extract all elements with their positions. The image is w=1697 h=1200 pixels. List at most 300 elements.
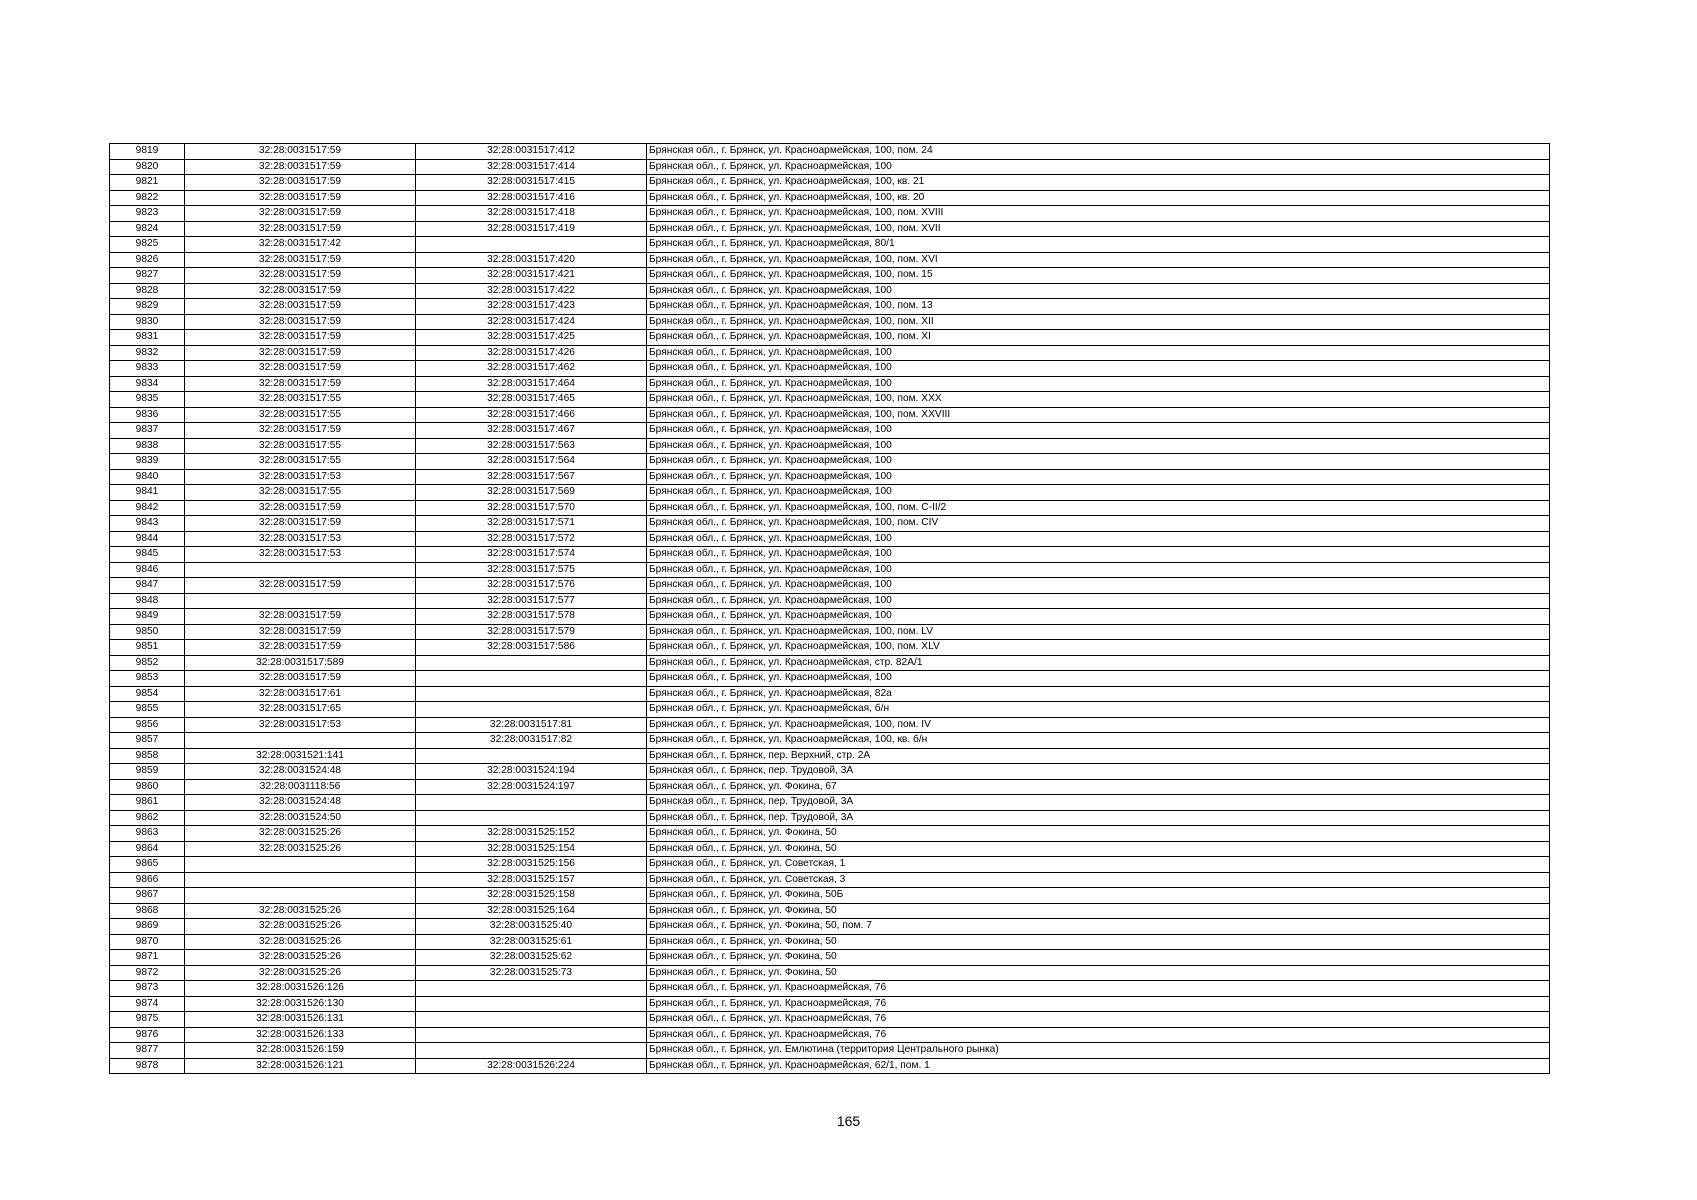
- land-plot-number-cell: 32:28:0031517:55: [185, 392, 416, 408]
- land-plot-number-cell: 32:28:0031118:56: [185, 779, 416, 795]
- row-number-cell: 9819: [110, 144, 185, 160]
- object-number-cell: 32:28:0031517:425: [416, 330, 647, 346]
- row-number-cell: 9861: [110, 795, 185, 811]
- table-row: [110, 454, 1550, 470]
- address-cell: Брянская обл., г. Брянск, ул. Красноармейская, 100, пом. XII: [647, 314, 1550, 330]
- land-plot-number-cell: 32:28:0031517:55: [185, 485, 416, 501]
- address-cell: Брянская обл., г. Брянск, ул. Красноармейская, 100, пом. XXVIII: [647, 407, 1550, 423]
- table-row: [110, 795, 1550, 811]
- object-number-cell: 32:28:0031525:156: [416, 857, 647, 873]
- object-number-cell: [416, 655, 647, 671]
- row-number-cell: 9836: [110, 407, 185, 423]
- table-row: [110, 640, 1550, 656]
- object-number-cell: 32:28:0031517:418: [416, 206, 647, 222]
- object-number-cell: 32:28:0031524:194: [416, 764, 647, 780]
- object-number-cell: 32:28:0031517:416: [416, 190, 647, 206]
- row-number-cell: 9843: [110, 516, 185, 532]
- object-number-cell: 32:28:0031517:412: [416, 144, 647, 160]
- address-cell: Брянская обл., г. Брянск, ул. Красноармейская, 100, пом. LV: [647, 624, 1550, 640]
- object-number-cell: 32:28:0031525:73: [416, 965, 647, 981]
- object-number-cell: 32:28:0031517:82: [416, 733, 647, 749]
- cadastral-table: [109, 143, 1550, 1074]
- row-number-cell: 9828: [110, 283, 185, 299]
- row-number-cell: 9862: [110, 810, 185, 826]
- land-plot-number-cell: 32:28:0031517:59: [185, 268, 416, 284]
- table-row: [110, 717, 1550, 733]
- page-number: 165: [836, 1113, 861, 1129]
- row-number-cell: 9846: [110, 562, 185, 578]
- row-number-cell: 9834: [110, 376, 185, 392]
- land-plot-number-cell: 32:28:0031517:59: [185, 345, 416, 361]
- table-row: [110, 764, 1550, 780]
- table-row: [110, 996, 1550, 1012]
- table-row: [110, 500, 1550, 516]
- land-plot-number-cell: 32:28:0031526:133: [185, 1027, 416, 1043]
- land-plot-number-cell: 32:28:0031517:65: [185, 702, 416, 718]
- row-number-cell: 9870: [110, 934, 185, 950]
- object-number-cell: [416, 810, 647, 826]
- row-number-cell: 9842: [110, 500, 185, 516]
- land-plot-number-cell: 32:28:0031525:26: [185, 965, 416, 981]
- table-row: [110, 516, 1550, 532]
- row-number-cell: 9867: [110, 888, 185, 904]
- object-number-cell: 32:28:0031517:419: [416, 221, 647, 237]
- row-number-cell: 9847: [110, 578, 185, 594]
- table-row: [110, 283, 1550, 299]
- table-row: [110, 392, 1550, 408]
- address-cell: Брянская обл., г. Брянск, ул. Красноармейская, 100, пом. IV: [647, 717, 1550, 733]
- address-cell: Брянская обл., г. Брянск, ул. Красноармейская, 76: [647, 1027, 1550, 1043]
- land-plot-number-cell: 32:28:0031517:59: [185, 159, 416, 175]
- address-cell: Брянская обл., г. Брянск, ул. Красноармейская, 100, пом. XVIII: [647, 206, 1550, 222]
- address-cell: Брянская обл., г. Брянск, ул. Красноармейская, 76: [647, 981, 1550, 997]
- address-cell: Брянская обл., г. Брянск, ул. Емлютина (территория Центрального рынка): [647, 1043, 1550, 1059]
- address-cell: Брянская обл., г. Брянск, ул. Фокина, 50Б: [647, 888, 1550, 904]
- row-number-cell: 9877: [110, 1043, 185, 1059]
- table-row: [110, 144, 1550, 160]
- address-cell: Брянская обл., г. Брянск, ул. Фокина, 50: [647, 826, 1550, 842]
- object-number-cell: 32:28:0031517:464: [416, 376, 647, 392]
- table-row: [110, 252, 1550, 268]
- table-row: [110, 268, 1550, 284]
- object-number-cell: [416, 702, 647, 718]
- object-number-cell: 32:28:0031517:579: [416, 624, 647, 640]
- row-number-cell: 9833: [110, 361, 185, 377]
- object-number-cell: 32:28:0031526:224: [416, 1058, 647, 1074]
- table-row: [110, 547, 1550, 563]
- address-cell: Брянская обл., г. Брянск, ул. Красноармейская, 100: [647, 531, 1550, 547]
- object-number-cell: 32:28:0031517:574: [416, 547, 647, 563]
- land-plot-number-cell: 32:28:0031517:59: [185, 190, 416, 206]
- object-number-cell: 32:28:0031525:152: [416, 826, 647, 842]
- row-number-cell: 9826: [110, 252, 185, 268]
- table-row: [110, 531, 1550, 547]
- row-number-cell: 9827: [110, 268, 185, 284]
- table-row: [110, 345, 1550, 361]
- row-number-cell: 9823: [110, 206, 185, 222]
- row-number-cell: 9878: [110, 1058, 185, 1074]
- address-cell: Брянская обл., г. Брянск, ул. Красноармейская, 100, кв. б/н: [647, 733, 1550, 749]
- table-row: [110, 423, 1550, 439]
- address-cell: Брянская обл., г. Брянск, ул. Красноармейская, 100, пом. XVI: [647, 252, 1550, 268]
- address-cell: Брянская обл., г. Брянск, ул. Красноармейская, 100, пом. 15: [647, 268, 1550, 284]
- land-plot-number-cell: 32:28:0031517:53: [185, 531, 416, 547]
- address-cell: Брянская обл., г. Брянск, ул. Красноармейская, 100: [647, 159, 1550, 175]
- table-row: [110, 841, 1550, 857]
- land-plot-number-cell: 32:28:0031517:59: [185, 283, 416, 299]
- address-cell: Брянская обл., г. Брянск, ул. Красноармейская, 80/1: [647, 237, 1550, 253]
- land-plot-number-cell: 32:28:0031517:59: [185, 221, 416, 237]
- object-number-cell: 32:28:0031517:577: [416, 593, 647, 609]
- address-cell: Брянская обл., г. Брянск, ул. Советская, 3: [647, 872, 1550, 888]
- object-number-cell: [416, 795, 647, 811]
- table-row: [110, 159, 1550, 175]
- table-row: [110, 1012, 1550, 1028]
- table-row: [110, 655, 1550, 671]
- address-cell: Брянская обл., г. Брянск, ул. Красноармейская, 100, пом. 13: [647, 299, 1550, 315]
- object-number-cell: 32:28:0031525:62: [416, 950, 647, 966]
- table-row: [110, 485, 1550, 501]
- address-cell: Брянская обл., г. Брянск, пер. Трудовой, 3А: [647, 764, 1550, 780]
- address-cell: Брянская обл., г. Брянск, ул. Красноармейская, 100, кв. 20: [647, 190, 1550, 206]
- object-number-cell: [416, 981, 647, 997]
- land-plot-number-cell: 32:28:0031525:26: [185, 934, 416, 950]
- object-number-cell: 32:28:0031525:154: [416, 841, 647, 857]
- object-number-cell: [416, 671, 647, 687]
- object-number-cell: 32:28:0031517:575: [416, 562, 647, 578]
- table-row: [110, 903, 1550, 919]
- row-number-cell: 9860: [110, 779, 185, 795]
- row-number-cell: 9831: [110, 330, 185, 346]
- address-cell: Брянская обл., г. Брянск, ул. Красноармейская, 100, пом. XLV: [647, 640, 1550, 656]
- row-number-cell: 9849: [110, 609, 185, 625]
- row-number-cell: 9839: [110, 454, 185, 470]
- land-plot-number-cell: 32:28:0031517:59: [185, 578, 416, 594]
- object-number-cell: 32:28:0031517:462: [416, 361, 647, 377]
- row-number-cell: 9851: [110, 640, 185, 656]
- land-plot-number-cell: 32:28:0031517:59: [185, 609, 416, 625]
- table-row: [110, 1043, 1550, 1059]
- object-number-cell: 32:28:0031517:415: [416, 175, 647, 191]
- land-plot-number-cell: 32:28:0031525:26: [185, 826, 416, 842]
- row-number-cell: 9822: [110, 190, 185, 206]
- address-cell: Брянская обл., г. Брянск, ул. Красноармейская, 100: [647, 376, 1550, 392]
- object-number-cell: 32:28:0031517:81: [416, 717, 647, 733]
- table-row: [110, 330, 1550, 346]
- land-plot-number-cell: 32:28:0031524:48: [185, 795, 416, 811]
- row-number-cell: 9863: [110, 826, 185, 842]
- row-number-cell: 9869: [110, 919, 185, 935]
- row-number-cell: 9871: [110, 950, 185, 966]
- address-cell: Брянская обл., г. Брянск, ул. Красноармейская, 100: [647, 438, 1550, 454]
- table-row: [110, 175, 1550, 191]
- land-plot-number-cell: 32:28:0031517:59: [185, 516, 416, 532]
- address-cell: Брянская обл., г. Брянск, ул. Красноармейская, 100, пом. С-II/2: [647, 500, 1550, 516]
- object-number-cell: 32:28:0031525:61: [416, 934, 647, 950]
- land-plot-number-cell: 32:28:0031526:126: [185, 981, 416, 997]
- object-number-cell: 32:28:0031517:467: [416, 423, 647, 439]
- row-number-cell: 9825: [110, 237, 185, 253]
- table-row: [110, 872, 1550, 888]
- row-number-cell: 9841: [110, 485, 185, 501]
- row-number-cell: 9820: [110, 159, 185, 175]
- object-number-cell: 32:28:0031517:424: [416, 314, 647, 330]
- row-number-cell: 9821: [110, 175, 185, 191]
- table-row: [110, 299, 1550, 315]
- land-plot-number-cell: 32:28:0031517:61: [185, 686, 416, 702]
- land-plot-number-cell: 32:28:0031526:131: [185, 1012, 416, 1028]
- row-number-cell: 9830: [110, 314, 185, 330]
- land-plot-number-cell: 32:28:0031517:55: [185, 438, 416, 454]
- row-number-cell: 9850: [110, 624, 185, 640]
- land-plot-number-cell: 32:28:0031517:53: [185, 547, 416, 563]
- table-row: [110, 686, 1550, 702]
- table-row: [110, 609, 1550, 625]
- land-plot-number-cell: 32:28:0031517:59: [185, 330, 416, 346]
- object-number-cell: 32:28:0031525:40: [416, 919, 647, 935]
- address-cell: Брянская обл., г. Брянск, ул. Красноармейская, 100: [647, 423, 1550, 439]
- table-row: [110, 934, 1550, 950]
- row-number-cell: 9864: [110, 841, 185, 857]
- land-plot-number-cell: 32:28:0031517:59: [185, 252, 416, 268]
- address-cell: Брянская обл., г. Брянск, ул. Красноармейская, 100, пом. XVII: [647, 221, 1550, 237]
- land-plot-number-cell: 32:28:0031517:59: [185, 299, 416, 315]
- address-cell: Брянская обл., г. Брянск, ул. Фокина, 50, пом. 7: [647, 919, 1550, 935]
- address-cell: Брянская обл., г. Брянск, ул. Фокина, 50: [647, 950, 1550, 966]
- address-cell: Брянская обл., г. Брянск, ул. Красноармейская, 100, пом. 24: [647, 144, 1550, 160]
- land-plot-number-cell: [185, 857, 416, 873]
- table-row: [110, 469, 1550, 485]
- land-plot-number-cell: [185, 872, 416, 888]
- object-number-cell: 32:28:0031517:421: [416, 268, 647, 284]
- land-plot-number-cell: 32:28:0031517:59: [185, 640, 416, 656]
- land-plot-number-cell: 32:28:0031526:130: [185, 996, 416, 1012]
- object-number-cell: [416, 237, 647, 253]
- land-plot-number-cell: 32:28:0031517:59: [185, 144, 416, 160]
- table-row: [110, 221, 1550, 237]
- object-number-cell: 32:28:0031517:423: [416, 299, 647, 315]
- address-cell: Брянская обл., г. Брянск, ул. Фокина, 50: [647, 965, 1550, 981]
- land-plot-number-cell: 32:28:0031524:48: [185, 764, 416, 780]
- land-plot-number-cell: 32:28:0031525:26: [185, 950, 416, 966]
- address-cell: Брянская обл., г. Брянск, ул. Красноармейская, 100: [647, 562, 1550, 578]
- object-number-cell: 32:28:0031517:578: [416, 609, 647, 625]
- table-row: [110, 562, 1550, 578]
- object-number-cell: 32:28:0031517:570: [416, 500, 647, 516]
- row-number-cell: 9859: [110, 764, 185, 780]
- row-number-cell: 9835: [110, 392, 185, 408]
- object-number-cell: [416, 996, 647, 1012]
- table-row: [110, 671, 1550, 687]
- object-number-cell: [416, 1043, 647, 1059]
- object-number-cell: 32:28:0031517:571: [416, 516, 647, 532]
- row-number-cell: 9829: [110, 299, 185, 315]
- table-row: [110, 748, 1550, 764]
- land-plot-number-cell: 32:28:0031517:59: [185, 314, 416, 330]
- object-number-cell: 32:28:0031524:197: [416, 779, 647, 795]
- table-row: [110, 237, 1550, 253]
- address-cell: Брянская обл., г. Брянск, ул. Красноармейская, 100: [647, 578, 1550, 594]
- row-number-cell: 9840: [110, 469, 185, 485]
- row-number-cell: 9874: [110, 996, 185, 1012]
- object-number-cell: 32:28:0031517:564: [416, 454, 647, 470]
- land-plot-number-cell: [185, 888, 416, 904]
- address-cell: Брянская обл., г. Брянск, ул. Красноармейская, 76: [647, 996, 1550, 1012]
- table-row: [110, 190, 1550, 206]
- row-number-cell: 9848: [110, 593, 185, 609]
- address-cell: Брянская обл., г. Брянск, ул. Красноармейская, 100, кв. 21: [647, 175, 1550, 191]
- object-number-cell: 32:28:0031517:465: [416, 392, 647, 408]
- row-number-cell: 9872: [110, 965, 185, 981]
- row-number-cell: 9868: [110, 903, 185, 919]
- row-number-cell: 9853: [110, 671, 185, 687]
- row-number-cell: 9857: [110, 733, 185, 749]
- table-row: [110, 407, 1550, 423]
- land-plot-number-cell: 32:28:0031517:589: [185, 655, 416, 671]
- table-row: [110, 376, 1550, 392]
- address-cell: Брянская обл., г. Брянск, ул. Фокина, 67: [647, 779, 1550, 795]
- object-number-cell: 32:28:0031517:567: [416, 469, 647, 485]
- address-cell: Брянская обл., г. Брянск, ул. Красноармейская, 100, пом. CIV: [647, 516, 1550, 532]
- address-cell: Брянская обл., г. Брянск, ул. Красноармейская, 82а: [647, 686, 1550, 702]
- land-plot-number-cell: 32:28:0031517:55: [185, 454, 416, 470]
- land-plot-number-cell: 32:28:0031517:59: [185, 423, 416, 439]
- object-number-cell: 32:28:0031517:414: [416, 159, 647, 175]
- table-row: [110, 810, 1550, 826]
- address-cell: Брянская обл., г. Брянск, ул. Красноармейская, 100, пом. XXX: [647, 392, 1550, 408]
- land-plot-number-cell: 32:28:0031517:55: [185, 407, 416, 423]
- table-row: [110, 314, 1550, 330]
- object-number-cell: 32:28:0031517:569: [416, 485, 647, 501]
- address-cell: Брянская обл., г. Брянск, ул. Фокина, 50: [647, 903, 1550, 919]
- table-row: [110, 919, 1550, 935]
- row-number-cell: 9852: [110, 655, 185, 671]
- address-cell: Брянская обл., г. Брянск, ул. Красноармейская, б/н: [647, 702, 1550, 718]
- row-number-cell: 9832: [110, 345, 185, 361]
- address-cell: Брянская обл., г. Брянск, ул. Фокина, 50: [647, 934, 1550, 950]
- table-row: [110, 702, 1550, 718]
- address-cell: Брянская обл., г. Брянск, ул. Красноармейская, стр. 82А/1: [647, 655, 1550, 671]
- table-row: [110, 593, 1550, 609]
- table-row: [110, 981, 1550, 997]
- address-cell: Брянская обл., г. Брянск, ул. Фокина, 50: [647, 841, 1550, 857]
- row-number-cell: 9837: [110, 423, 185, 439]
- land-plot-number-cell: 32:28:0031526:159: [185, 1043, 416, 1059]
- address-cell: Брянская обл., г. Брянск, ул. Красноармейская, 100: [647, 671, 1550, 687]
- object-number-cell: [416, 748, 647, 764]
- object-number-cell: [416, 1027, 647, 1043]
- land-plot-number-cell: 32:28:0031517:59: [185, 376, 416, 392]
- object-number-cell: 32:28:0031517:572: [416, 531, 647, 547]
- table-row: [110, 857, 1550, 873]
- land-plot-number-cell: 32:28:0031517:59: [185, 624, 416, 640]
- land-plot-number-cell: 32:28:0031517:53: [185, 717, 416, 733]
- land-plot-number-cell: 32:28:0031517:59: [185, 175, 416, 191]
- row-number-cell: 9824: [110, 221, 185, 237]
- land-plot-number-cell: 32:28:0031525:26: [185, 841, 416, 857]
- table-row: [110, 888, 1550, 904]
- address-cell: Брянская обл., г. Брянск, ул. Советская, 1: [647, 857, 1550, 873]
- table-row: [110, 950, 1550, 966]
- object-number-cell: [416, 686, 647, 702]
- object-number-cell: [416, 1012, 647, 1028]
- address-cell: Брянская обл., г. Брянск, ул. Красноармейская, 100: [647, 469, 1550, 485]
- land-plot-number-cell: 32:28:0031517:59: [185, 671, 416, 687]
- address-cell: Брянская обл., г. Брянск, пер. Трудовой, 3А: [647, 795, 1550, 811]
- table-row: [110, 1058, 1550, 1074]
- table-row: [110, 1027, 1550, 1043]
- address-cell: Брянская обл., г. Брянск, ул. Красноармейская, 100: [647, 547, 1550, 563]
- address-cell: Брянская обл., г. Брянск, ул. Красноармейская, 100: [647, 593, 1550, 609]
- row-number-cell: 9856: [110, 717, 185, 733]
- object-number-cell: 32:28:0031517:586: [416, 640, 647, 656]
- cadastral-table-body: [110, 144, 1550, 1074]
- object-number-cell: 32:28:0031517:576: [416, 578, 647, 594]
- address-cell: Брянская обл., г. Брянск, ул. Красноармейская, 100: [647, 345, 1550, 361]
- address-cell: Брянская обл., г. Брянск, ул. Красноармейская, 100, пом. XI: [647, 330, 1550, 346]
- row-number-cell: 9854: [110, 686, 185, 702]
- row-number-cell: 9875: [110, 1012, 185, 1028]
- land-plot-number-cell: 32:28:0031524:50: [185, 810, 416, 826]
- table-row: [110, 965, 1550, 981]
- row-number-cell: 9865: [110, 857, 185, 873]
- object-number-cell: 32:28:0031517:563: [416, 438, 647, 454]
- row-number-cell: 9844: [110, 531, 185, 547]
- land-plot-number-cell: [185, 593, 416, 609]
- address-cell: Брянская обл., г. Брянск, пер. Верхний, стр. 2А: [647, 748, 1550, 764]
- address-cell: Брянская обл., г. Брянск, ул. Красноармейская, 100: [647, 361, 1550, 377]
- address-cell: Брянская обл., г. Брянск, ул. Красноармейская, 76: [647, 1012, 1550, 1028]
- address-cell: Брянская обл., г. Брянск, ул. Красноармейская, 100: [647, 485, 1550, 501]
- land-plot-number-cell: 32:28:0031526:121: [185, 1058, 416, 1074]
- table-row: [110, 779, 1550, 795]
- row-number-cell: 9838: [110, 438, 185, 454]
- address-cell: Брянская обл., г. Брянск, ул. Красноармейская, 62/1, пом. 1: [647, 1058, 1550, 1074]
- object-number-cell: 32:28:0031517:420: [416, 252, 647, 268]
- object-number-cell: 32:28:0031525:158: [416, 888, 647, 904]
- table-row: [110, 578, 1550, 594]
- land-plot-number-cell: 32:28:0031517:59: [185, 206, 416, 222]
- table-row: [110, 624, 1550, 640]
- land-plot-number-cell: [185, 733, 416, 749]
- land-plot-number-cell: [185, 562, 416, 578]
- land-plot-number-cell: 32:28:0031517:53: [185, 469, 416, 485]
- address-cell: Брянская обл., г. Брянск, ул. Красноармейская, 100: [647, 283, 1550, 299]
- table-row: [110, 206, 1550, 222]
- row-number-cell: 9845: [110, 547, 185, 563]
- table-row: [110, 733, 1550, 749]
- address-cell: Брянская обл., г. Брянск, ул. Красноармейская, 100: [647, 454, 1550, 470]
- land-plot-number-cell: 32:28:0031517:59: [185, 361, 416, 377]
- row-number-cell: 9855: [110, 702, 185, 718]
- table-row: [110, 826, 1550, 842]
- object-number-cell: 32:28:0031517:426: [416, 345, 647, 361]
- row-number-cell: 9873: [110, 981, 185, 997]
- table-row: [110, 438, 1550, 454]
- land-plot-number-cell: 32:28:0031517:42: [185, 237, 416, 253]
- land-plot-number-cell: 32:28:0031517:59: [185, 500, 416, 516]
- object-number-cell: 32:28:0031517:422: [416, 283, 647, 299]
- row-number-cell: 9858: [110, 748, 185, 764]
- address-cell: Брянская обл., г. Брянск, пер. Трудовой, 3А: [647, 810, 1550, 826]
- object-number-cell: 32:28:0031525:164: [416, 903, 647, 919]
- land-plot-number-cell: 32:28:0031525:26: [185, 903, 416, 919]
- table-row: [110, 361, 1550, 377]
- land-plot-number-cell: 32:28:0031521:141: [185, 748, 416, 764]
- address-cell: Брянская обл., г. Брянск, ул. Красноармейская, 100: [647, 609, 1550, 625]
- land-plot-number-cell: 32:28:0031525:26: [185, 919, 416, 935]
- row-number-cell: 9876: [110, 1027, 185, 1043]
